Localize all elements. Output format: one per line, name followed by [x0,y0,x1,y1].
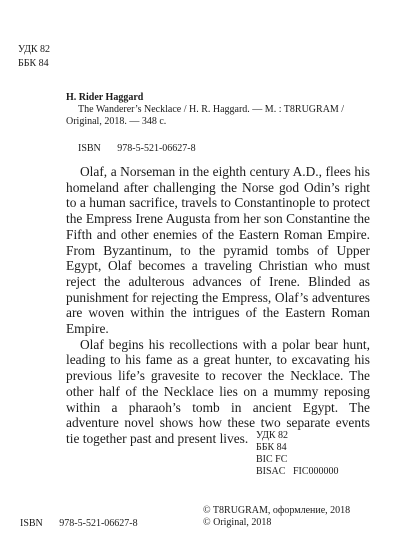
copyright-line-1: © T8RUGRAM, оформление, 2018 [203,505,351,516]
code-bbk: ББК 84 [256,442,287,453]
isbn-top-label: ISBN [78,143,101,154]
isbn-top [78,143,196,155]
catalog-publication-line: Original, 2018. — 348 c. [66,116,167,127]
copyright-line-2: © Original, 2018 [203,517,272,528]
isbn-bottom [20,518,138,530]
abstract-paragraph-1: Olaf, a Norseman in the eighth century A.D., flees his homeland after challenging the Norse god Odin’s right to a human sacrifice, travels to Constantinople to protect the Empress Irene Augusta from her son Constantine the Fifth and other enemies of the Eastern Roman Empire. From Byzantinum, to the pyramid tombs of Upper Egypt, Olaf becomes a traveling Christian who must reject the adulterous advances of Irene. Blinded as punishment for rejecting the Empress, Olaf’s adventures are woven within the intrigues of the Eastern Roman Empire. [66,164,370,337]
catalog-entry [66,92,366,128]
udk-top: УДК 82 [18,44,51,55]
catalog-author: H. Rider Haggard [66,92,144,103]
copyright [203,505,350,529]
isbn-top-number: 978-5-521-06627-8 [117,143,196,154]
code-bisac: BISAC FIC000000 [256,466,339,477]
isbn-bottom-number: 978-5-521-06627-8 [59,518,138,529]
isbn-bottom-label: ISBN [20,518,43,529]
classification-codes [256,430,339,478]
abstract [66,164,370,447]
code-bic: BIC FC [256,454,288,465]
code-udk: УДК 82 [256,430,289,441]
abstract-paragraph-2: Olaf begins his recollections with a polar bear hunt, leading to his fame as a great hunter, to excavating his previous life’s gravesite to recover the Necklace. The other half of the Necklace lies on a mummy reposing within a pharaoh’s tomb in ancient Egypt. The adventure novel shows how these two separate events tie together past and present lives. [66,336,370,446]
bbk-top: ББК 84 [18,58,49,69]
catalog-title-line: The Wanderer’s Necklace / H. R. Haggard. — M. : T8RUGRAM / [78,104,345,115]
